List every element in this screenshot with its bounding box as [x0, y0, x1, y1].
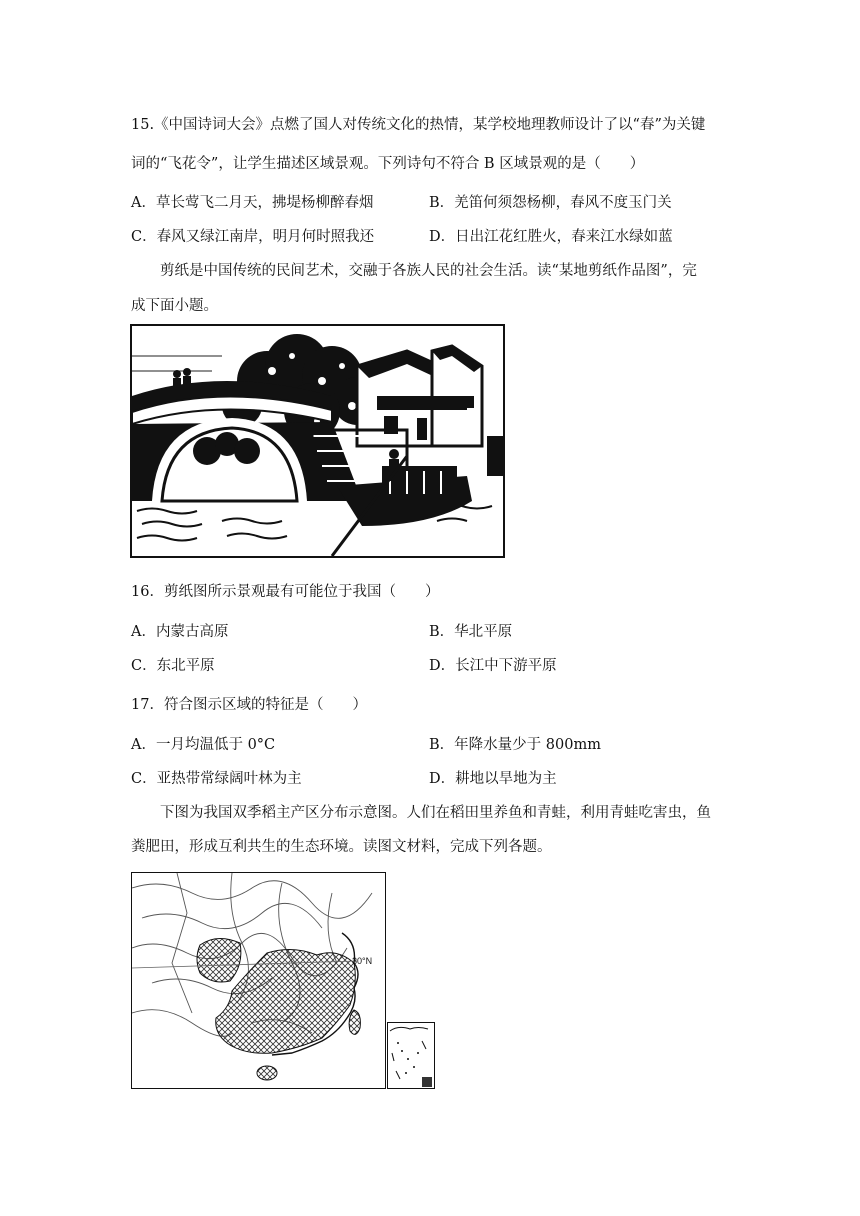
q17-option-b: B．年降水量少于 800mm: [429, 737, 601, 753]
q16-option-a: A．内蒙古高原: [131, 624, 229, 640]
rice-map-figure: [131, 872, 386, 1089]
papercut-figure: [130, 324, 505, 558]
q17-option-c: C．亚热带常绿阔叶林为主: [131, 771, 302, 787]
q16-option-b: B．华北平原: [429, 624, 513, 640]
south-china-sea-inset: [387, 1022, 435, 1089]
q17-option-a: A．一月均温低于 0°C: [131, 737, 276, 753]
rice-intro-line1: 下图为我国双季稻主产区分布示意图。人们在稻田里养鱼和青蛙，利用青蛙吃害虫，鱼: [160, 805, 711, 821]
q17-option-d: D．耕地以旱地为主: [429, 771, 557, 787]
q16-option-d: D．长江中下游平原: [429, 658, 557, 674]
q16-stem: 16．剪纸图所示景观最有可能位于我国（ ）: [131, 584, 440, 600]
papercut-intro-line2: 成下面小题。: [131, 298, 218, 314]
q16-option-c: C．东北平原: [131, 658, 215, 674]
q15-stem-line2: 词的“飞花令”，让学生描述区域景观。下列诗句不符合 B 区域景观的是（ ）: [131, 156, 645, 172]
q15-option-b: B．羌笛何须怨杨柳，春风不度玉门关: [429, 195, 672, 211]
latitude-label: 30°N: [352, 956, 373, 966]
q15-option-a: A．草长莺飞二月天，拂堤杨柳醉春烟: [131, 195, 374, 211]
q17-stem: 17．符合图示区域的特征是（ ）: [131, 697, 367, 713]
rice-intro-line2: 粪肥田，形成互利共生的生态环境。读图文材料，完成下列各题。: [131, 839, 552, 855]
q15-option-d: D．日出江花红胜火，春来江水绿如蓝: [429, 229, 673, 245]
papercut-intro-line1: 剪纸是中国传统的民间艺术，交融于各族人民的社会生活。读“某地剪纸作品图”，完: [160, 263, 697, 279]
q15-stem-line1: 15.《中国诗词大会》点燃了国人对传统文化的热情，某学校地理教师设计了以“春”为关键: [131, 117, 706, 133]
q15-option-c: C．春风又绿江南岸，明月何时照我还: [131, 229, 375, 245]
